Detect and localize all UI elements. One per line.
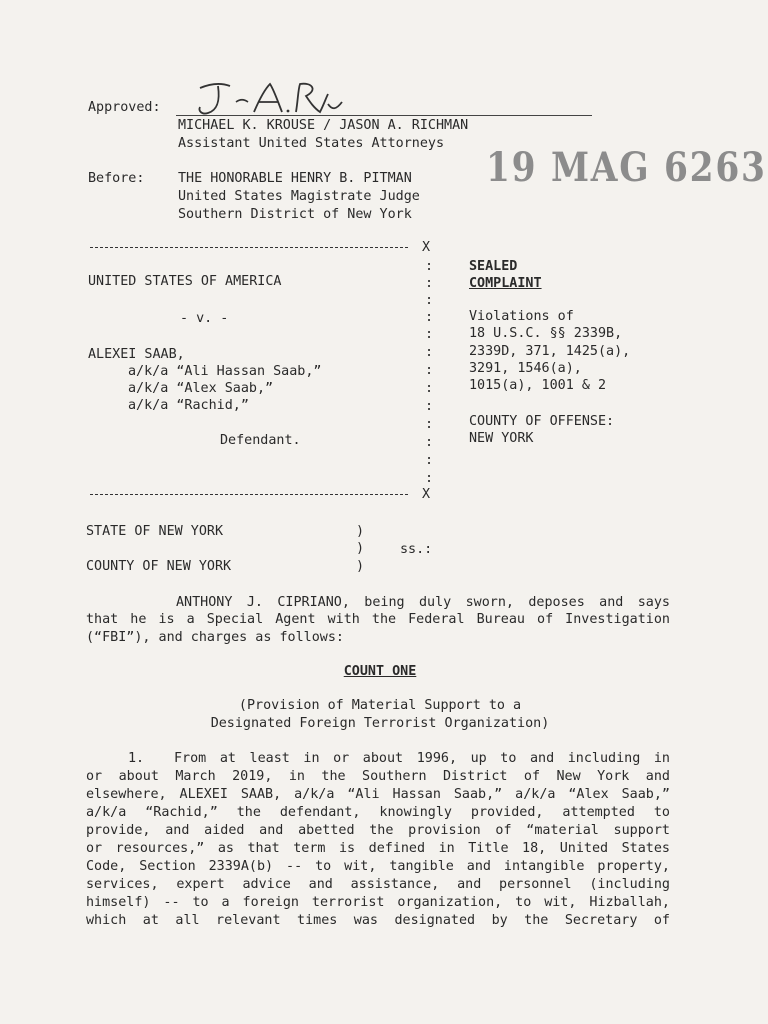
caption-bottom-rule [90, 494, 408, 495]
count-subtitle-line2: Designated Foreign Terrorist Organization) [210, 716, 550, 731]
defendant-aka-1: a/k/a “Ali Hassan Saab,” [128, 364, 322, 379]
venue-paren: ) [356, 541, 365, 556]
caption-colon: : [425, 453, 434, 468]
venue-paren: ) [356, 524, 365, 539]
versus: - v. - [180, 311, 229, 326]
paragraph-line: himself) -- to a foreign terrorist organization, to wit, Hizballah, [86, 895, 670, 910]
paragraph-line: From at least in or about 1996, up to and including in [174, 751, 670, 766]
intro-line: ANTHONY J. CIPRIANO, being duly sworn, deposes and says [176, 595, 670, 610]
paragraph-line: a/k/a “Rachid,” the defendant, knowingly provided, attempted to [86, 805, 670, 820]
defendant-aka-3: a/k/a “Rachid,” [128, 398, 249, 413]
violations-line: 3291, 1546(a), [469, 361, 582, 376]
caption-colon: : [425, 345, 434, 360]
caption-colon: : [425, 276, 434, 291]
complaint-label: COMPLAINT [469, 276, 542, 291]
paragraph-line: elsewhere, ALEXEI SAAB, a/k/a “Ali Hassan Saab,” a/k/a “Alex Saab,” [86, 787, 670, 802]
defendant-name: ALEXEI SAAB, [88, 347, 185, 362]
venue-state: STATE OF NEW YORK [86, 524, 224, 539]
venue-county: COUNTY OF NEW YORK [86, 559, 232, 574]
sealed-label: SEALED [469, 259, 518, 274]
signature-icon [196, 80, 346, 118]
docket-stamp: 19 MAG 6263 [486, 144, 767, 191]
caption-colon: : [425, 363, 434, 378]
defendant-aka-2: a/k/a “Alex Saab,” [128, 381, 274, 396]
caption-bottom-x: X [422, 487, 431, 502]
violations-line: Violations of [469, 309, 574, 324]
county-of-offense-value: NEW YORK [469, 431, 534, 446]
venue-ss: ss.: [400, 542, 433, 557]
paragraph-line: or about March 2019, in the Southern District of New York and [86, 769, 670, 784]
caption-top-rule [90, 247, 408, 248]
signature-line [176, 115, 592, 116]
count-subtitle-line1: (Provision of Material Support to a [238, 698, 522, 713]
defendant-label: Defendant. [220, 433, 301, 448]
attorneys-title: Assistant United States Attorneys [178, 136, 445, 151]
approved-label: Approved: [88, 100, 161, 115]
paragraph-number: 1. [128, 751, 145, 766]
judge-district: Southern District of New York [178, 207, 412, 222]
violations-line: 1015(a), 1001 & 2 [469, 378, 607, 393]
before-label: Before: [88, 171, 145, 186]
paragraph-line: which at all relevant times was designated by the Secretary of [86, 913, 670, 928]
venue-paren: ) [356, 559, 365, 574]
plaintiff: UNITED STATES OF AMERICA [88, 274, 282, 289]
county-of-offense-label: COUNTY OF OFFENSE: [469, 414, 615, 429]
caption-colon: : [425, 399, 434, 414]
caption-colon: : [425, 293, 434, 308]
count-title-text: COUNT ONE [343, 664, 417, 679]
judge-title: United States Magistrate Judge [178, 189, 420, 204]
intro-line: (“FBI”), and charges as follows: [86, 630, 344, 645]
intro-line: that he is a Special Agent with the Federal Bureau of Investigation [86, 612, 670, 627]
violations-line: 2339D, 371, 1425(a), [469, 344, 631, 359]
caption-colon: : [425, 327, 434, 342]
caption-colon: : [425, 471, 434, 486]
paragraph-line: services, expert advice and assistance, and personnel (including [86, 877, 670, 892]
paragraph-line: provide, and aided and abetted the provision of “material support [86, 823, 670, 838]
attorneys-names: MICHAEL K. KROUSE / JASON A. RICHMAN [178, 118, 469, 133]
paragraph-line: Code, Section 2339A(b) -- to wit, tangible and intangible property, [86, 859, 670, 874]
paragraph-line: or resources,” as that term is defined in Title 18, United States [86, 841, 670, 856]
caption-colon: : [425, 417, 434, 432]
caption-colon: : [425, 381, 434, 396]
caption-colon: : [425, 259, 434, 274]
caption-colon: : [425, 310, 434, 325]
caption-colon: : [425, 435, 434, 450]
violations-line: 18 U.S.C. §§ 2339B, [469, 326, 623, 341]
caption-top-x: X [422, 240, 431, 255]
judge-name: THE HONORABLE HENRY B. PITMAN [178, 171, 412, 186]
count-title [80, 663, 680, 681]
